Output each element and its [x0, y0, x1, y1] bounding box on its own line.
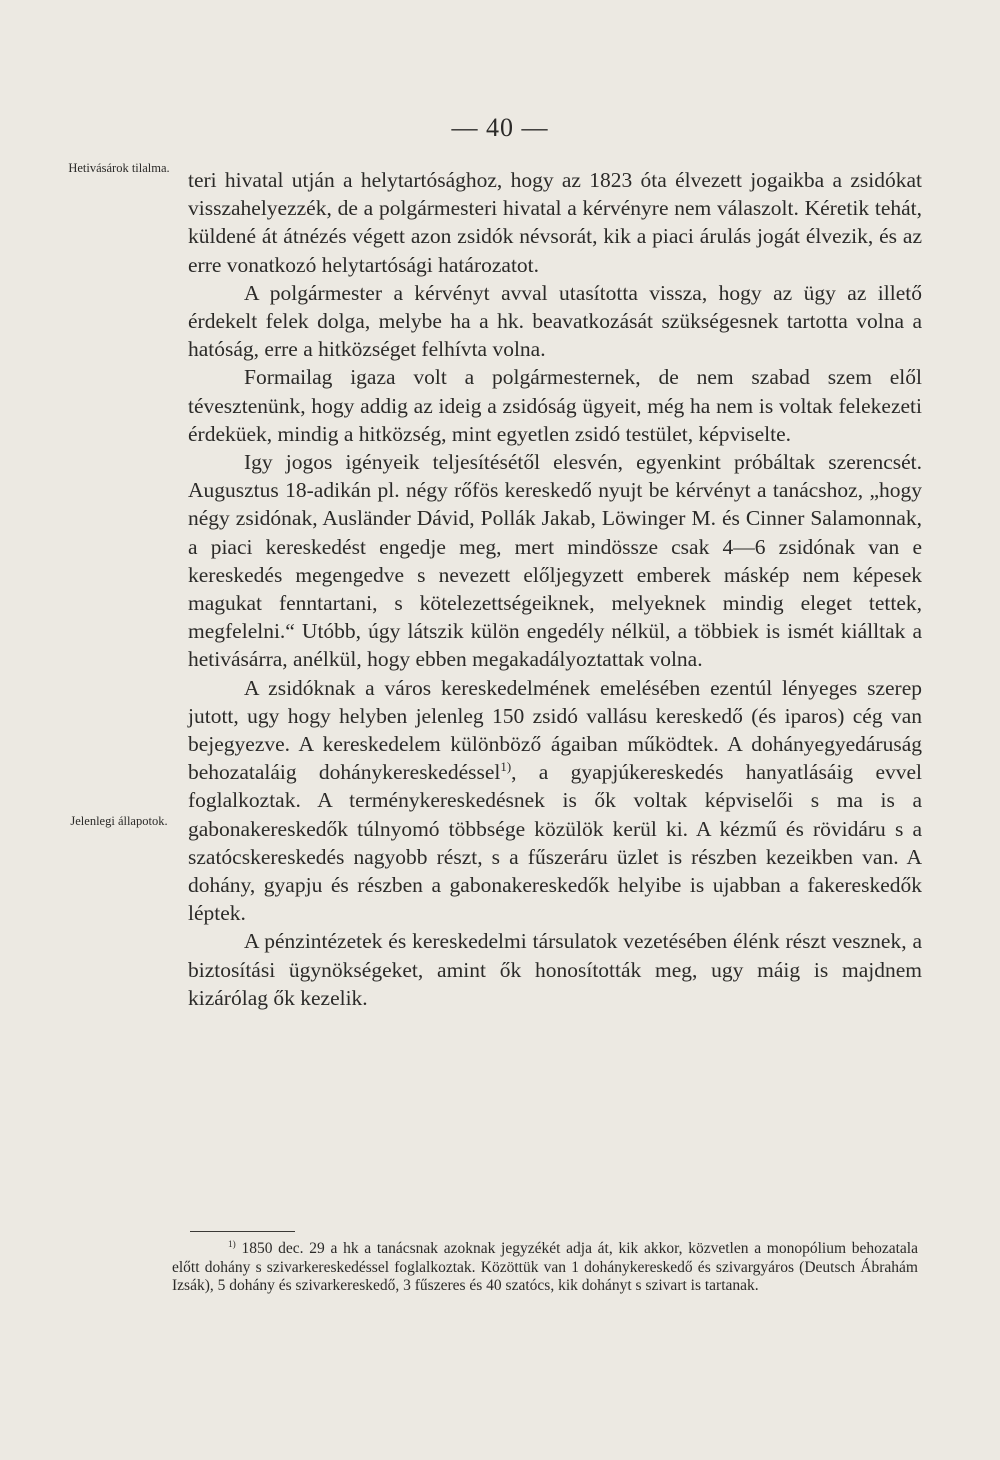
page-number: — 40 —	[451, 113, 549, 142]
paragraph-6: A pénzintézetek és kereskedelmi társulatok vezetésében élénk részt vesznek, a biztosítási ügynökségeket, amint ők honosították meg, ugy máig is majdnem kizárólag ők kezelik.	[188, 929, 922, 1010]
paragraph-5-rest: , a gyapjúkereskedés hanyatlásáig evvel foglalkoztak. A terménykereskedésnek is ők voltak képviselői s ma is a gabonakereskedők túlnyomó többsége közülök kerül ki. A kézmű és rövidáru s a szatócskereskedés nagyobb részt, s a fűszeráru üzlet is részben kezeikben van. A dohány, gyapju és részben a gabonakereskedők helyibe is ujabban a fakereskedők léptek.	[188, 760, 923, 926]
paragraph-2: A polgármester a kérvényt avval utasította vissza, hogy az ügy az illető érdekelt felek dolga, melybe ha a hk. beavatkozását szükségesnek tartotta volna a hatóság, erre a hitközséget felhívta volna.	[188, 280, 922, 362]
paragraph-1: teri hivatal utján a helytartósághoz, hogy az 1823 óta élvezett jogaikba a zsidókat visszahelyezzék, de a polgármesteri hivatal a kérvényre nem válaszolt. Kéretik tehát, küldené át átnézés végett azon zsidók névsorát, kik a piaci árulás jogát élvezik, és az erre vonatkozó helytartósági határozatot.	[188, 168, 922, 277]
margin-note-market-ban: Hetivásárok tilalma.	[68, 161, 170, 175]
footnote	[172, 1240, 918, 1296]
margin-note-current-state: Jelenlegi állapotok.	[70, 814, 168, 828]
paragraph-5	[188, 674, 922, 928]
paragraph-3: Formailag igaza volt a polgármesternek, de nem szabad szem elől tévesztenünk, hogy addig az ideig a zsidóság ügyeit, még ha nem is voltak felekezeti érdeküek, mindig a hitközség, mint egyetlen zsidó testület, képviselte.	[188, 365, 922, 446]
paragraph-4: Igy jogos igényeik teljesítésétől elesvén, egyenkint próbáltak szerencsét. Augusztus 18-adikán pl. négy rőfös kereskedő nyujt be kérvényt a tanácshoz, „hogy négy zsidónak, Ausländer Dávid, Pollák Jakab, Löwinger M. és Cinner Salamonnak, a piaci kereskedést engedje meg, mert mindössze csak 4—6 zsidónak van e kereskedés megengedve s nevezett előljegyzett emberek máskép nem képesek magukat fenntartani, s kötelezettségeiknek, melyeknek mindig eleget tettek, megfelelni.“ Utóbb, úgy látszik külön engedély nélkül, a többiek is ismét kiálltak a hetivásárra, anélkül, hogy ebben megakadályoztattak volna.	[188, 450, 922, 672]
body-text	[188, 166, 922, 1012]
footnote-reference: 1)	[500, 760, 512, 775]
footnote-divider	[190, 1231, 295, 1232]
footnote-mark: 1)	[228, 1239, 236, 1250]
paragraph-5-start: A zsidóknak a város kereskedelmének emelésében ezentúl lényeges szerep jutott, ugy hogy helyben jelenleg 150 zsidó vallásu kereskedő (és iparos) cég van bejegyezve. A kereskedelem különböző ágaiban működtek. A dohányegyedáruság behozataláig dohánykereskedéssel	[188, 675, 922, 785]
footnote-text: 1850 dec. 29 a hk a tanácsnak azoknak jegyzékét adja át, kik akkor, közvetlen a monopólium behozatala előtt dohány s szivarkereskedéssel foglalkoztak. Közöttük van 1 dohánykereskedő és szivargyáros (Deutsch Ábrahám Izsák), 5 dohány és szivarkereskedő, 3 fűszeres és 40 szatócs, kik dohányt s szivart is tartanak.	[172, 1240, 918, 1294]
